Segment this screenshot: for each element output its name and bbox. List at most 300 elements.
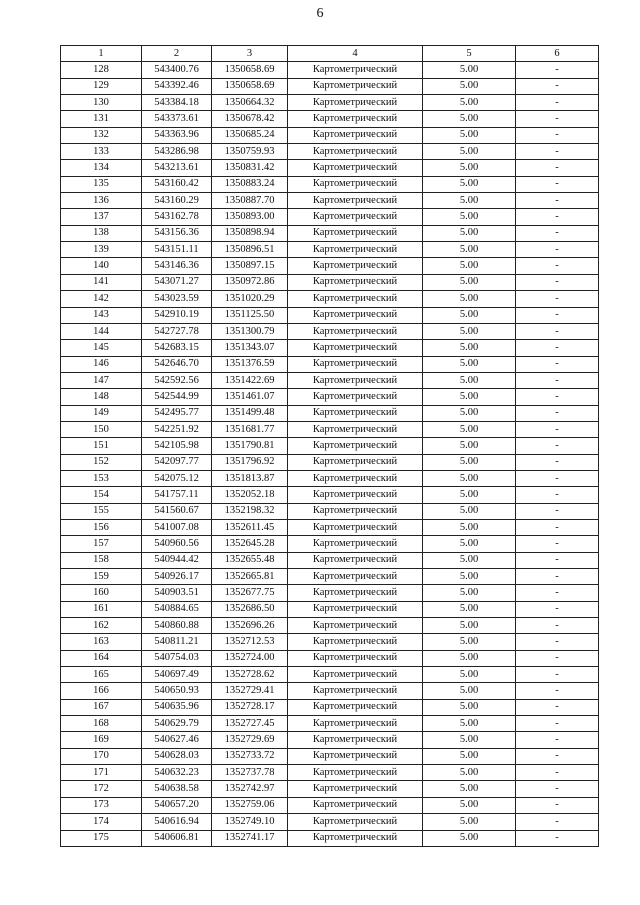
table-cell: 167 bbox=[61, 699, 142, 715]
table-cell: 150 bbox=[61, 421, 142, 437]
table-cell: 1350831.42 bbox=[212, 160, 288, 176]
table-cell: - bbox=[516, 487, 599, 503]
table-cell: 5.00 bbox=[423, 389, 516, 405]
table-row bbox=[61, 389, 599, 405]
table-cell: 540650.93 bbox=[142, 683, 212, 699]
table-row bbox=[61, 176, 599, 192]
table-cell: 1352712.53 bbox=[212, 634, 288, 650]
table-cell: Картометрический bbox=[288, 797, 423, 813]
table-cell: 540635.96 bbox=[142, 699, 212, 715]
table-cell: 136 bbox=[61, 193, 142, 209]
table-cell: - bbox=[516, 699, 599, 715]
table-cell: Картометрический bbox=[288, 699, 423, 715]
table-cell: 542683.15 bbox=[142, 340, 212, 356]
table-cell: 140 bbox=[61, 258, 142, 274]
table-row bbox=[61, 111, 599, 127]
table-cell: 1351125.50 bbox=[212, 307, 288, 323]
table-cell: 543160.42 bbox=[142, 176, 212, 192]
table-cell: 1352677.75 bbox=[212, 585, 288, 601]
table-cell: - bbox=[516, 389, 599, 405]
table-row bbox=[61, 830, 599, 846]
table-cell: Картометрический bbox=[288, 438, 423, 454]
table-cell: 153 bbox=[61, 470, 142, 486]
table-cell: 5.00 bbox=[423, 618, 516, 634]
table-cell: 5.00 bbox=[423, 699, 516, 715]
table-cell: 165 bbox=[61, 667, 142, 683]
table-cell: Картометрический bbox=[288, 454, 423, 470]
table-row bbox=[61, 62, 599, 78]
table-cell: 155 bbox=[61, 503, 142, 519]
table-row bbox=[61, 536, 599, 552]
table-row bbox=[61, 601, 599, 617]
table-cell: - bbox=[516, 765, 599, 781]
table-row bbox=[61, 372, 599, 388]
table-row bbox=[61, 209, 599, 225]
coordinates-table bbox=[60, 45, 599, 847]
table-cell: - bbox=[516, 421, 599, 437]
table-cell: - bbox=[516, 830, 599, 846]
table-row bbox=[61, 160, 599, 176]
table-cell: 5.00 bbox=[423, 209, 516, 225]
table-cell: 1351376.59 bbox=[212, 356, 288, 372]
table-row bbox=[61, 585, 599, 601]
table-cell: 135 bbox=[61, 176, 142, 192]
table-cell: Картометрический bbox=[288, 601, 423, 617]
table-cell: 5.00 bbox=[423, 487, 516, 503]
table-cell: 5.00 bbox=[423, 258, 516, 274]
table-cell: - bbox=[516, 748, 599, 764]
table-cell: - bbox=[516, 405, 599, 421]
table-cell: - bbox=[516, 209, 599, 225]
table-cell: 174 bbox=[61, 814, 142, 830]
table-cell: - bbox=[516, 585, 599, 601]
table-cell: 5.00 bbox=[423, 160, 516, 176]
table-row bbox=[61, 242, 599, 258]
table-cell: 5.00 bbox=[423, 274, 516, 290]
table-cell: - bbox=[516, 683, 599, 699]
table-cell: 541007.08 bbox=[142, 519, 212, 535]
table-cell: - bbox=[516, 618, 599, 634]
table-cell: Картометрический bbox=[288, 193, 423, 209]
table-cell: 5.00 bbox=[423, 569, 516, 585]
table-cell: Картометрический bbox=[288, 340, 423, 356]
table-row bbox=[61, 814, 599, 830]
table-cell: 540811.21 bbox=[142, 634, 212, 650]
table-row bbox=[61, 634, 599, 650]
table-cell: - bbox=[516, 340, 599, 356]
table-cell: 148 bbox=[61, 389, 142, 405]
table-cell: 5.00 bbox=[423, 765, 516, 781]
table-cell: 5.00 bbox=[423, 307, 516, 323]
table-row bbox=[61, 323, 599, 339]
table-cell: 542727.78 bbox=[142, 323, 212, 339]
table-cell: 1351790.81 bbox=[212, 438, 288, 454]
table-cell: - bbox=[516, 781, 599, 797]
table-cell: 1352728.17 bbox=[212, 699, 288, 715]
table-cell: 5.00 bbox=[423, 552, 516, 568]
table-cell: 542251.92 bbox=[142, 421, 212, 437]
table-cell: 1352198.32 bbox=[212, 503, 288, 519]
table-row bbox=[61, 748, 599, 764]
table-row bbox=[61, 797, 599, 813]
table-cell: 543373.61 bbox=[142, 111, 212, 127]
table-cell: 542075.12 bbox=[142, 470, 212, 486]
table-cell: Картометрический bbox=[288, 536, 423, 552]
table-row bbox=[61, 650, 599, 666]
column-header: 4 bbox=[288, 46, 423, 62]
table-row bbox=[61, 405, 599, 421]
table-cell: 1350664.32 bbox=[212, 95, 288, 111]
table-cell: 142 bbox=[61, 291, 142, 307]
table-cell: 1352611.45 bbox=[212, 519, 288, 535]
table-cell: Картометрический bbox=[288, 634, 423, 650]
column-header: 2 bbox=[142, 46, 212, 62]
table-row bbox=[61, 732, 599, 748]
table-cell: 161 bbox=[61, 601, 142, 617]
table-cell: 145 bbox=[61, 340, 142, 356]
table-row bbox=[61, 193, 599, 209]
table-row bbox=[61, 618, 599, 634]
table-cell: - bbox=[516, 144, 599, 160]
table-cell: 541560.67 bbox=[142, 503, 212, 519]
table-cell: Картометрический bbox=[288, 569, 423, 585]
column-header: 6 bbox=[516, 46, 599, 62]
table-cell: 130 bbox=[61, 95, 142, 111]
table-row bbox=[61, 454, 599, 470]
table-cell: 543071.27 bbox=[142, 274, 212, 290]
table-cell: 1352759.06 bbox=[212, 797, 288, 813]
table-cell: 543160.29 bbox=[142, 193, 212, 209]
table-cell: 542592.56 bbox=[142, 372, 212, 388]
table-row bbox=[61, 552, 599, 568]
table-cell: 147 bbox=[61, 372, 142, 388]
table-cell: 540629.79 bbox=[142, 716, 212, 732]
table-cell: 5.00 bbox=[423, 470, 516, 486]
table-cell: - bbox=[516, 814, 599, 830]
table-cell: 143 bbox=[61, 307, 142, 323]
table-cell: 5.00 bbox=[423, 781, 516, 797]
table-cell: 543156.36 bbox=[142, 225, 212, 241]
table-cell: Картометрический bbox=[288, 405, 423, 421]
table-cell: 540638.58 bbox=[142, 781, 212, 797]
table-cell: 1351461.07 bbox=[212, 389, 288, 405]
table-row bbox=[61, 127, 599, 143]
table-cell: 1350759.93 bbox=[212, 144, 288, 160]
table-cell: 133 bbox=[61, 144, 142, 160]
table-row bbox=[61, 258, 599, 274]
table-cell: 540926.17 bbox=[142, 569, 212, 585]
table-cell: 152 bbox=[61, 454, 142, 470]
table-cell: 5.00 bbox=[423, 111, 516, 127]
table-cell: Картометрический bbox=[288, 95, 423, 111]
table-cell: 1352645.28 bbox=[212, 536, 288, 552]
table-cell: 128 bbox=[61, 62, 142, 78]
table-row bbox=[61, 519, 599, 535]
table-cell: Картометрический bbox=[288, 748, 423, 764]
table-cell: 137 bbox=[61, 209, 142, 225]
table-cell: - bbox=[516, 78, 599, 94]
table-row bbox=[61, 683, 599, 699]
table-cell: Картометрический bbox=[288, 732, 423, 748]
table-cell: 172 bbox=[61, 781, 142, 797]
table-cell: 157 bbox=[61, 536, 142, 552]
table-cell: Картометрический bbox=[288, 258, 423, 274]
table-cell: 151 bbox=[61, 438, 142, 454]
table-row bbox=[61, 503, 599, 519]
table-cell: 159 bbox=[61, 569, 142, 585]
table-cell: 5.00 bbox=[423, 372, 516, 388]
table-cell: 139 bbox=[61, 242, 142, 258]
table-cell: 543023.59 bbox=[142, 291, 212, 307]
table-row bbox=[61, 487, 599, 503]
table-cell: 5.00 bbox=[423, 193, 516, 209]
table-cell: - bbox=[516, 667, 599, 683]
table-cell: 1351499.48 bbox=[212, 405, 288, 421]
table-cell: 170 bbox=[61, 748, 142, 764]
column-header: 5 bbox=[423, 46, 516, 62]
table-cell: - bbox=[516, 454, 599, 470]
column-header: 1 bbox=[61, 46, 142, 62]
table-cell: 5.00 bbox=[423, 667, 516, 683]
table-row bbox=[61, 569, 599, 585]
table-cell: 540657.20 bbox=[142, 797, 212, 813]
table-cell: - bbox=[516, 372, 599, 388]
table-cell: 5.00 bbox=[423, 454, 516, 470]
table-cell: 543384.18 bbox=[142, 95, 212, 111]
table-cell: 543400.76 bbox=[142, 62, 212, 78]
table-cell: Картометрический bbox=[288, 356, 423, 372]
table-cell: Картометрический bbox=[288, 585, 423, 601]
table-cell: 5.00 bbox=[423, 634, 516, 650]
table-cell: 141 bbox=[61, 274, 142, 290]
table-cell: 169 bbox=[61, 732, 142, 748]
table-cell: 1352737.78 bbox=[212, 765, 288, 781]
table-cell: 542495.77 bbox=[142, 405, 212, 421]
table-cell: 162 bbox=[61, 618, 142, 634]
table-cell: 1352696.26 bbox=[212, 618, 288, 634]
table-row bbox=[61, 716, 599, 732]
table-cell: - bbox=[516, 62, 599, 78]
table-cell: Картометрический bbox=[288, 307, 423, 323]
table-cell: 540697.49 bbox=[142, 667, 212, 683]
table-cell: - bbox=[516, 127, 599, 143]
table-cell: 1352665.81 bbox=[212, 569, 288, 585]
table-cell: 540860.88 bbox=[142, 618, 212, 634]
table-cell: 5.00 bbox=[423, 78, 516, 94]
table-cell: 5.00 bbox=[423, 797, 516, 813]
table-cell: Картометрический bbox=[288, 225, 423, 241]
table-cell: Картометрический bbox=[288, 781, 423, 797]
table-cell: Картометрический bbox=[288, 470, 423, 486]
table-cell: Картометрический bbox=[288, 683, 423, 699]
table-cell: 540884.65 bbox=[142, 601, 212, 617]
table-cell: Картометрический bbox=[288, 209, 423, 225]
table-cell: - bbox=[516, 225, 599, 241]
table-cell: 5.00 bbox=[423, 62, 516, 78]
table-cell: Картометрический bbox=[288, 242, 423, 258]
table-cell: - bbox=[516, 160, 599, 176]
table-cell: 543151.11 bbox=[142, 242, 212, 258]
table-cell: 543162.78 bbox=[142, 209, 212, 225]
table-row bbox=[61, 765, 599, 781]
table-cell: Картометрический bbox=[288, 519, 423, 535]
table-row bbox=[61, 356, 599, 372]
table-cell: 541757.11 bbox=[142, 487, 212, 503]
table-cell: Картометрический bbox=[288, 176, 423, 192]
table-cell: 543213.61 bbox=[142, 160, 212, 176]
table-cell: 542105.98 bbox=[142, 438, 212, 454]
table-cell: 149 bbox=[61, 405, 142, 421]
table-cell: 1352742.97 bbox=[212, 781, 288, 797]
table-cell: 166 bbox=[61, 683, 142, 699]
table-row bbox=[61, 699, 599, 715]
table-cell: 542097.77 bbox=[142, 454, 212, 470]
table-cell: - bbox=[516, 470, 599, 486]
table-cell: 1351796.92 bbox=[212, 454, 288, 470]
table-row bbox=[61, 78, 599, 94]
table-cell: 540632.23 bbox=[142, 765, 212, 781]
table-cell: 156 bbox=[61, 519, 142, 535]
table-cell: 540754.03 bbox=[142, 650, 212, 666]
table-cell: 540616.94 bbox=[142, 814, 212, 830]
table-row bbox=[61, 95, 599, 111]
table-cell: Картометрический bbox=[288, 144, 423, 160]
table-row bbox=[61, 667, 599, 683]
table-cell: - bbox=[516, 242, 599, 258]
table-cell: Картометрический bbox=[288, 160, 423, 176]
table-cell: 1350898.94 bbox=[212, 225, 288, 241]
table-cell: 1350658.69 bbox=[212, 78, 288, 94]
table-cell: - bbox=[516, 274, 599, 290]
table-cell: Картометрический bbox=[288, 765, 423, 781]
table-cell: 146 bbox=[61, 356, 142, 372]
table-cell: 542646.70 bbox=[142, 356, 212, 372]
table-cell: 1350897.15 bbox=[212, 258, 288, 274]
page-number: 6 bbox=[316, 6, 324, 21]
table-cell: - bbox=[516, 95, 599, 111]
table-cell: 1352727.45 bbox=[212, 716, 288, 732]
table-cell: 1351020.29 bbox=[212, 291, 288, 307]
table-cell: - bbox=[516, 176, 599, 192]
table-cell: 5.00 bbox=[423, 340, 516, 356]
table-cell: 1351343.07 bbox=[212, 340, 288, 356]
table-cell: Картометрический bbox=[288, 421, 423, 437]
table-cell: - bbox=[516, 519, 599, 535]
table-cell: 5.00 bbox=[423, 519, 516, 535]
table-cell: 1352724.00 bbox=[212, 650, 288, 666]
table-cell: Картометрический bbox=[288, 716, 423, 732]
table-cell: Картометрический bbox=[288, 127, 423, 143]
table-cell: 5.00 bbox=[423, 732, 516, 748]
table-cell: 5.00 bbox=[423, 405, 516, 421]
table-cell: - bbox=[516, 634, 599, 650]
table-cell: 134 bbox=[61, 160, 142, 176]
table-cell: 1352655.48 bbox=[212, 552, 288, 568]
table-row bbox=[61, 225, 599, 241]
table-cell: 5.00 bbox=[423, 95, 516, 111]
table-cell: 5.00 bbox=[423, 683, 516, 699]
table-cell: 1351681.77 bbox=[212, 421, 288, 437]
table-cell: 540960.56 bbox=[142, 536, 212, 552]
table-cell: 543286.98 bbox=[142, 144, 212, 160]
table-cell: 131 bbox=[61, 111, 142, 127]
table-cell: 540627.46 bbox=[142, 732, 212, 748]
table-cell: 1352686.50 bbox=[212, 601, 288, 617]
table-cell: 540606.81 bbox=[142, 830, 212, 846]
table-cell: 540628.03 bbox=[142, 748, 212, 764]
table-cell: - bbox=[516, 716, 599, 732]
table-cell: 5.00 bbox=[423, 127, 516, 143]
table-cell: 542544.99 bbox=[142, 389, 212, 405]
table-cell: 542910.19 bbox=[142, 307, 212, 323]
table-cell: 5.00 bbox=[423, 242, 516, 258]
table-cell: 1352729.69 bbox=[212, 732, 288, 748]
table-cell: 543363.96 bbox=[142, 127, 212, 143]
table-cell: 129 bbox=[61, 78, 142, 94]
table-row bbox=[61, 307, 599, 323]
table-cell: Картометрический bbox=[288, 618, 423, 634]
column-header: 3 bbox=[212, 46, 288, 62]
table-cell: 5.00 bbox=[423, 176, 516, 192]
table-cell: 5.00 bbox=[423, 536, 516, 552]
table-cell: 543392.46 bbox=[142, 78, 212, 94]
table-cell: 5.00 bbox=[423, 814, 516, 830]
table-cell: Картометрический bbox=[288, 503, 423, 519]
table-cell: 1350896.51 bbox=[212, 242, 288, 258]
table-cell: 5.00 bbox=[423, 585, 516, 601]
table-row bbox=[61, 291, 599, 307]
table-cell: 5.00 bbox=[423, 716, 516, 732]
table-cell: 1351813.87 bbox=[212, 470, 288, 486]
table-cell: 175 bbox=[61, 830, 142, 846]
table-cell: 1350658.69 bbox=[212, 62, 288, 78]
table-cell: 168 bbox=[61, 716, 142, 732]
table-cell: Картометрический bbox=[288, 111, 423, 127]
table-cell: - bbox=[516, 258, 599, 274]
table-cell: 144 bbox=[61, 323, 142, 339]
table-cell: 158 bbox=[61, 552, 142, 568]
table-cell: 5.00 bbox=[423, 421, 516, 437]
table-cell: 5.00 bbox=[423, 323, 516, 339]
table-row bbox=[61, 340, 599, 356]
table-cell: - bbox=[516, 356, 599, 372]
table-cell: - bbox=[516, 797, 599, 813]
table-cell: 1350678.42 bbox=[212, 111, 288, 127]
table-cell: Картометрический bbox=[288, 487, 423, 503]
table-cell: Картометрический bbox=[288, 274, 423, 290]
table-cell: 5.00 bbox=[423, 225, 516, 241]
table-cell: 138 bbox=[61, 225, 142, 241]
table-cell: - bbox=[516, 650, 599, 666]
table-cell: 163 bbox=[61, 634, 142, 650]
table-cell: 5.00 bbox=[423, 438, 516, 454]
table-cell: Картометрический bbox=[288, 389, 423, 405]
table-cell: 1351422.69 bbox=[212, 372, 288, 388]
table-cell: - bbox=[516, 503, 599, 519]
table-cell: - bbox=[516, 552, 599, 568]
table-cell: 5.00 bbox=[423, 830, 516, 846]
table-cell: - bbox=[516, 732, 599, 748]
table-cell: 1352729.41 bbox=[212, 683, 288, 699]
table-cell: Картометрический bbox=[288, 78, 423, 94]
table-cell: 171 bbox=[61, 765, 142, 781]
table-cell: 5.00 bbox=[423, 144, 516, 160]
table-cell: 132 bbox=[61, 127, 142, 143]
table-cell: Картометрический bbox=[288, 650, 423, 666]
table-cell: 5.00 bbox=[423, 503, 516, 519]
table-cell: - bbox=[516, 307, 599, 323]
table-cell: 1352052.18 bbox=[212, 487, 288, 503]
